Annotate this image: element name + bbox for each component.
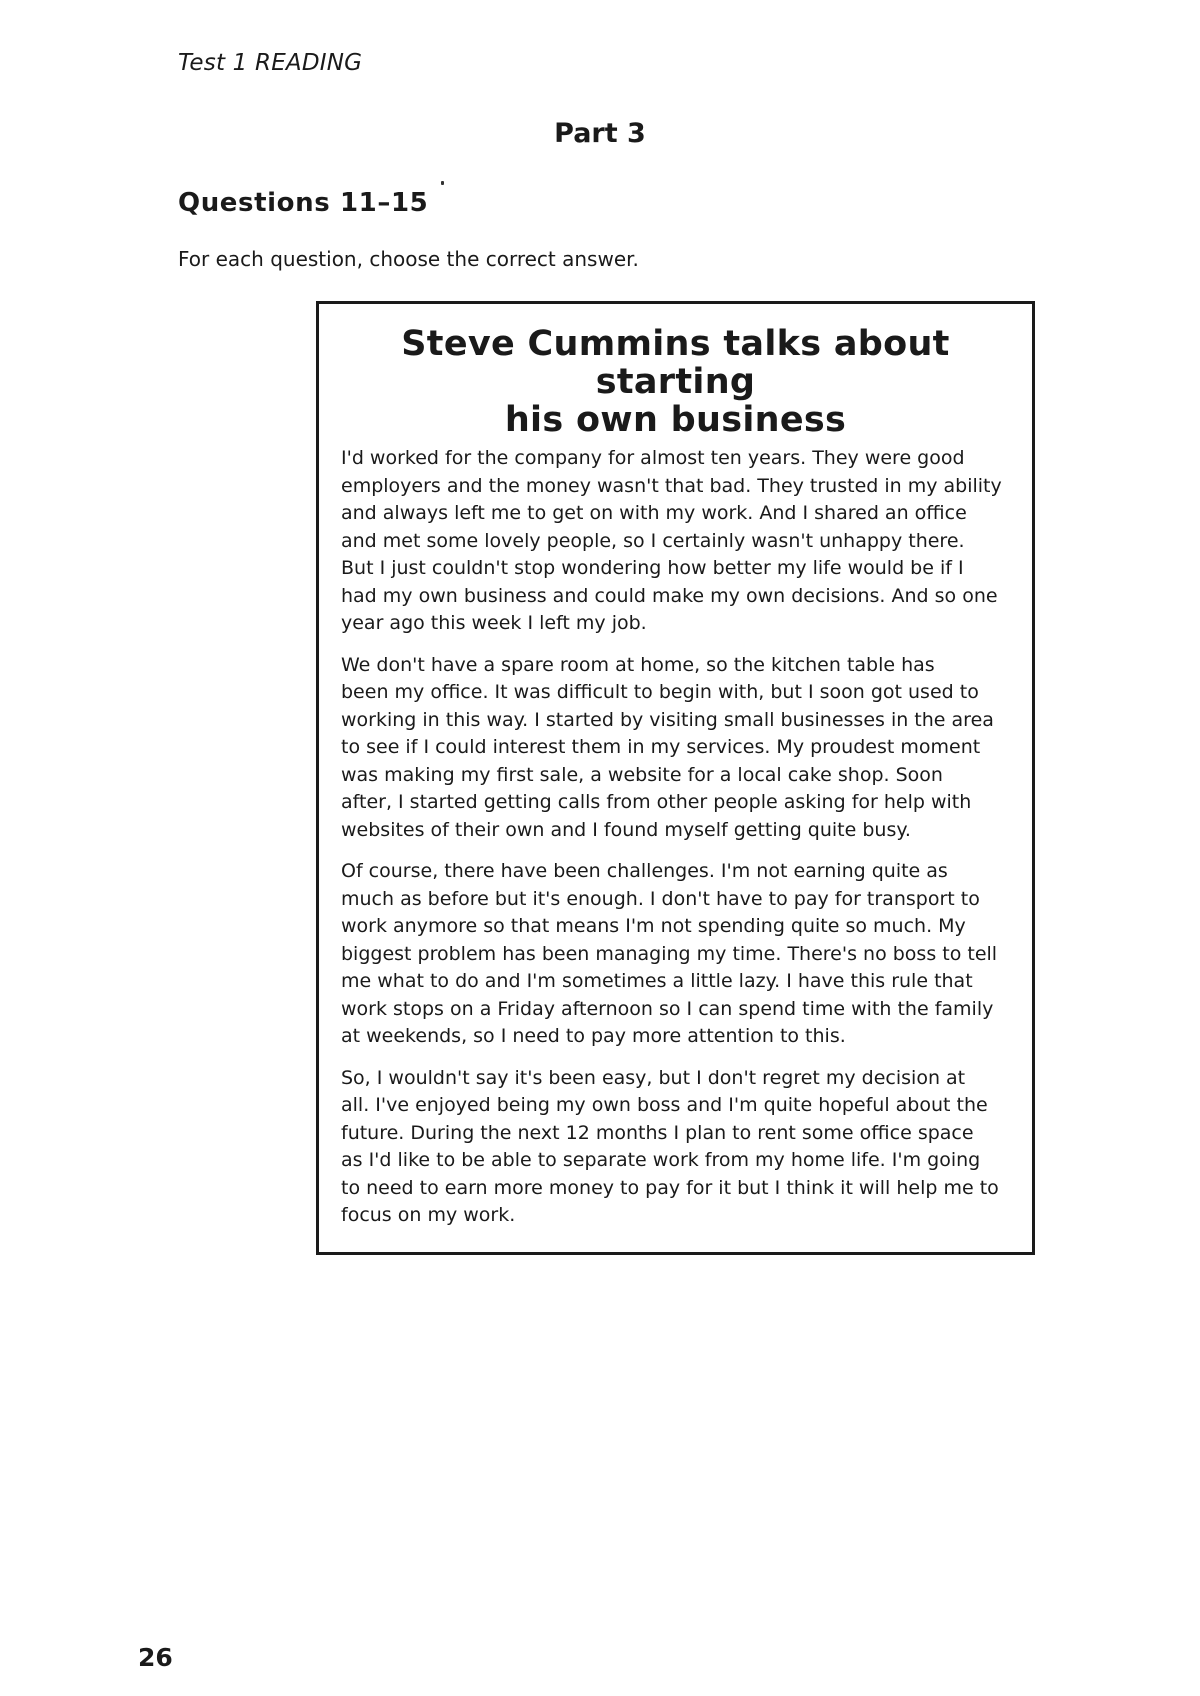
article-paragraph-4: So, I wouldn't say it's been easy, but I don't regret my decision at all. I've enjoyed being my own boss and I'm quite hopeful about the future. During the next 12 months I plan to rent some office space as I'd like to be able to separate work from my home life. I'm going to need to earn more money to pay for it but I think it will help me to focus on my work. (341, 1066, 999, 1226)
part-heading: Part 3 (554, 118, 646, 149)
print-speck (441, 181, 444, 185)
article-body (341, 445, 1019, 1244)
instruction-text: For each question, choose the correct answer. (178, 247, 639, 271)
questions-heading: Questions 11–15 (178, 188, 429, 218)
article-paragraph-3: Of course, there have been challenges. I'm not earning quite as much as before but it's enough. I don't have to pay for transport to work anymore so that means I'm not spending quite so much. My biggest problem has been managing my time. There's no boss to tell me what to do and I'm sometimes a little lazy. I have this rule that work stops on a Friday afternoon so I can spend time with the family at weekends, so I need to pay more attention to this. (341, 860, 998, 1047)
page-number: 26 (138, 1643, 173, 1672)
article-paragraph-1: I'd worked for the company for almost ten years. They were good employers and the money wasn't that bad. They trusted in my ability and always left me to get on with my work. And I shared an office and met some lovely people, so I certainly wasn't unhappy there. But I just couldn't stop wondering how better my life would be if I had my own business and could make my own decisions. And so one year ago this week I left my job. (341, 447, 1002, 634)
article-paragraph-2: We don't have a spare room at home, so the kitchen table has been my office. It was difficult to begin with, but I soon got used to working in this way. I started by visiting small businesses in the area to see if I could interest them in my services. My proudest moment was making my first sale, a website for a local cake shop. Soon after, I started getting calls from other people asking for help with websites of their own and I found myself getting quite busy. (341, 653, 994, 841)
running-header: Test 1 READING (178, 50, 363, 76)
article-title: Steve Cummins talks about starting his own business (401, 324, 950, 440)
article-box (316, 301, 1035, 1255)
